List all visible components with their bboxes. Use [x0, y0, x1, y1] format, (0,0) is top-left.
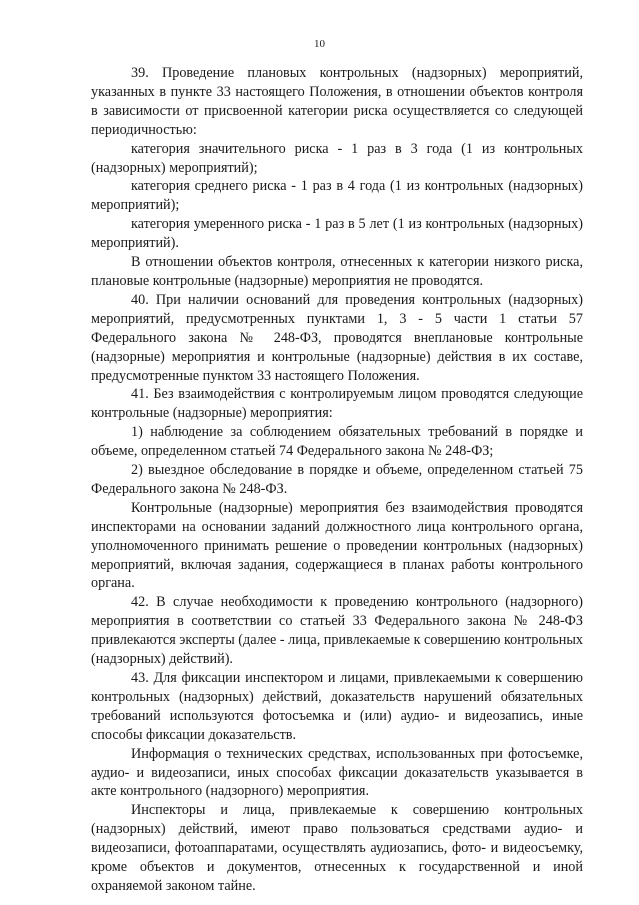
paragraph-inspectors-rights: Инспекторы и лица, привлекаемые к совершению контрольных (надзорных) действий, имеют право пользоваться средствами аудио- и видеозаписи, фотоаппаратами, осуществлять аудиозапись, фото- и видеосъемку, кроме объектов и документов, отнесенных к государственной и иной охраняемой законом тайне.: [91, 802, 583, 894]
paragraph-40: 40. При наличии оснований для проведения контрольных (надзорных) мероприятий, предусмотренных пунктами 1, 3 - 5 части 1 статьи 57 Федерального закона № 248-ФЗ, проводятся внеплановые контрольные (надзорные) мероприятия и контрольные (надзорные) действия в их составе, предусмотренные пунктом 33 настоящего Положения.: [91, 291, 583, 384]
list-item-moderate-risk: категория умеренного риска - 1 раз в 5 лет (1 из контрольных (надзорных) мероприятий).: [91, 216, 583, 252]
document-body: [91, 64, 583, 896]
list-item-observation: 1) наблюдение за соблюдением обязательных требований в порядке и объеме, определенном статьей 74 Федерального закона № 248-ФЗ;: [91, 424, 583, 460]
paragraph-42: 42. В случае необходимости к проведению контрольного (надзорного) мероприятия в соответствии со статьей 33 Федерального закона № 248-ФЗ привлекаются эксперты (далее - лица, привлекаемые к совершению контрольных (надзорных) действий).: [91, 594, 583, 668]
paragraph-inspectors-tasks: Контрольные (надзорные) мероприятия без взаимодействия проводятся инспекторами на основании заданий должностного лица контрольного органа, уполномоченного принимать решение о проведении контрольных (надзорных) мероприятий, включая задания, содержащиеся в планах работы контрольного органа.: [91, 499, 583, 592]
list-item-significant-risk: категория значительного риска - 1 раз в 3 года (1 из контрольных (надзорных) мероприятий);: [91, 140, 583, 176]
paragraph-39: 39. Проведение плановых контрольных (надзорных) мероприятий, указанных в пункте 33 настоящего Положения, в отношении объектов контроля в зависимости от присвоенной категории риска осуществляется со следующей периодичностью:: [91, 65, 583, 138]
paragraph-technical-means: Информация о технических средствах, использованных при фотосъемке, аудио- и видеозаписи, иных способах фиксации доказательств указывается в акте контрольного (надзорного) мероприятия.: [91, 745, 583, 800]
paragraph-low-risk: В отношении объектов контроля, отнесенных к категории низкого риска, плановые контрольные (надзорные) мероприятия не проводятся.: [91, 254, 583, 289]
page-number: 10: [314, 38, 325, 50]
paragraph-41: 41. Без взаимодействия с контролируемым лицом проводятся следующие контрольные (надзорные) мероприятия:: [91, 386, 583, 422]
list-item-medium-risk: категория среднего риска - 1 раз в 4 года (1 из контрольных (надзорных) мероприятий);: [91, 178, 583, 214]
list-item-site-inspection: 2) выездное обследование в порядке и объеме, определенном статьей 75 Федерального закона № 248-ФЗ.: [91, 462, 583, 497]
paragraph-43: 43. Для фиксации инспектором и лицами, привлекаемыми к совершению контрольных (надзорных) действий, доказательств нарушений обязательных требований используются фотосъемка и (или) аудио- и видеозапись, иные способы фиксации доказательств.: [91, 670, 583, 743]
